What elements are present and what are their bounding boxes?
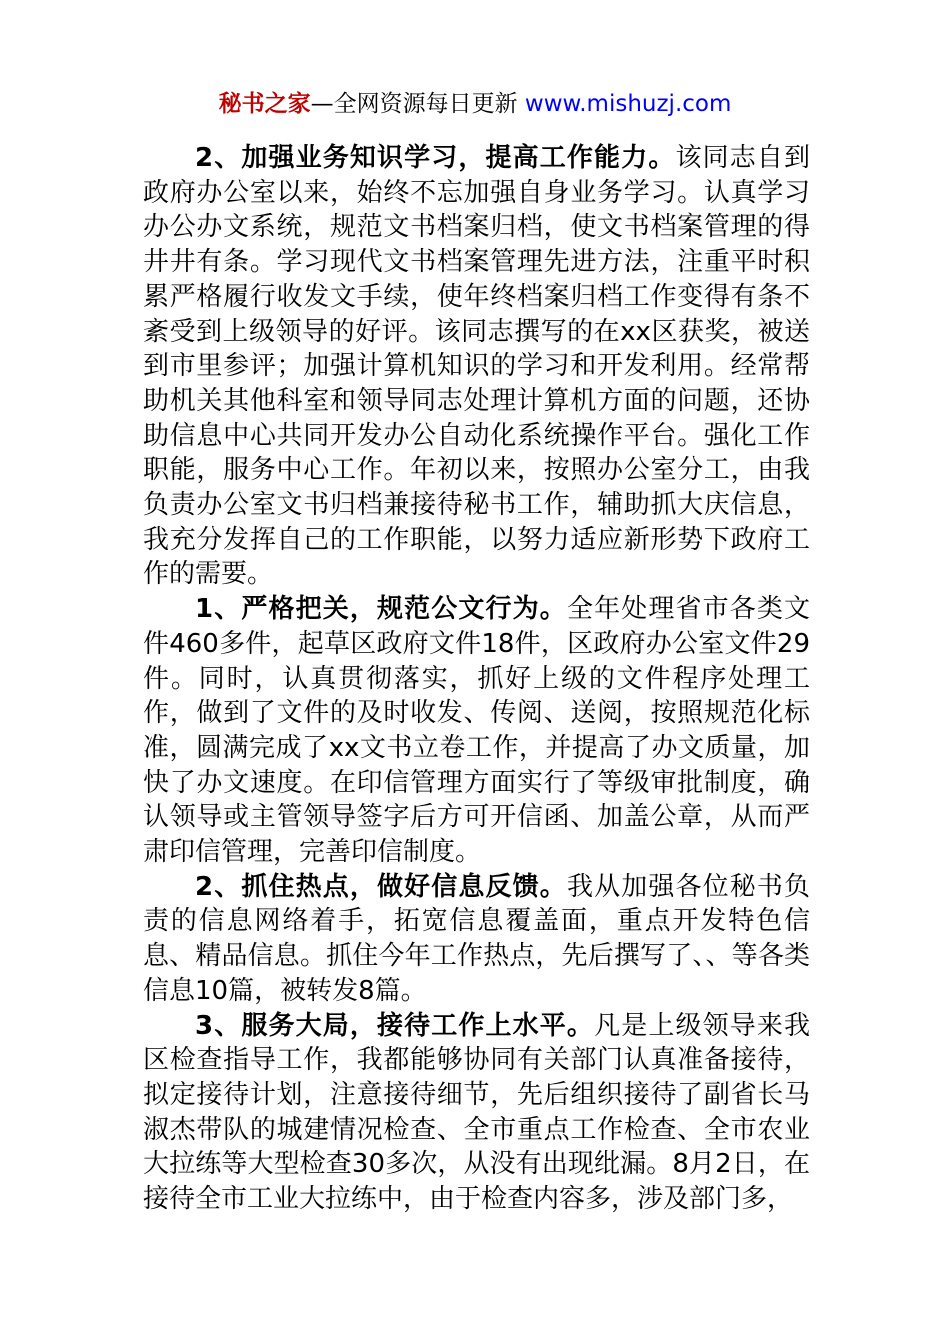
paragraph-heading: 2、抓住热点，做好信息反馈。 [195, 871, 567, 902]
paragraph-text: 该同志自到政府办公室以来，始终不忘加强自身业务学习。认真学习办公办文系统，规范文书档案归档，使文书档案管理的得井井有条。学习现代文书档案管理先进方法，注重平时积累严格履行收发文手续，使年终档案归档工作变得有条不紊受到上级领导的好评。该同志撰写的在xx区获奖，被送到市里参评；加强计算机知识的学习和开发利用。经常帮助机关其他科室和领导同志处理计算机方面的问题，还协助信息中心共同开发办公自动化系统操作平台。强化工作职能，服务中心工作。年初以来，按照办公室分工，由我负责办公室文书归档兼接待秘书工作，辅助抓大庆信息，我充分发挥自己的工作职能，以努力适应新形势下政府工作的需要。 [143, 143, 810, 590]
site-tagline: —全网资源每日更新 [310, 91, 518, 117]
paragraph [143, 141, 810, 592]
paragraph [143, 870, 810, 1009]
paragraph-heading: 3、服务大局，接待工作上水平。 [195, 1010, 595, 1041]
paragraph-text: 凡是上级领导来我区检查指导工作，我都能够协同有关部门认真准备接待，拟定接待计划，注意接待细节，先后组织接待了副省长马淑杰带队的城建情况检查、全市重点工作检查、全市农业大拉练等大型检查30多次，从没有出现纰漏。8月2日，在接待全市工业大拉练中，由于检查内容多，涉及部门多， [143, 1010, 810, 1215]
site-url-link[interactable]: www.mishuzj.com [524, 91, 732, 117]
paragraph-text: 全年处理省市各类文件460多件，起草区政府文件18件，区政府办公室文件29件。同时，认真贯彻落实，抓好上级的文件程序处理工作，做到了文件的及时收发、传阅、送阅，按照规范化标准，圆满完成了xx文书立卷工作，并提高了办文质量，加快了办文速度。在印信管理方面实行了等级审批制度，确认领导或主管领导签字后方可开信函、加盖公章，从而严肃印信管理，完善印信制度。 [143, 594, 810, 868]
paragraph-heading: 2、加强业务知识学习，提高工作能力。 [195, 143, 676, 173]
paragraph [143, 1009, 810, 1217]
paragraph-text: 我从加强各位秘书负责的信息网络着手，拓宽信息覆盖面，重点开发特色信息、精品信息。抓住今年工作热点，先后撰写了、、等各类信息10篇，被转发8篇。 [143, 871, 810, 1006]
paragraph-heading: 1、严格把关，规范公文行为。 [195, 594, 567, 625]
document-body [143, 141, 810, 1217]
site-brand: 秘书之家 [218, 91, 311, 117]
site-header [0, 88, 950, 120]
paragraph [143, 592, 810, 870]
